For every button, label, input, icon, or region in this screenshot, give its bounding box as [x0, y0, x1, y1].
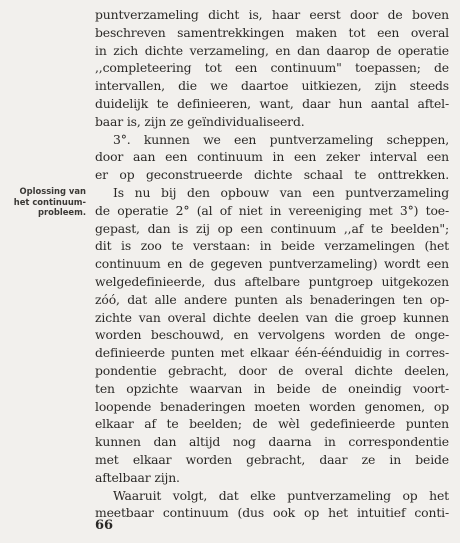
text-line: welgedefinieerde, dus aftelbare puntgroep uitgekozen [95, 273, 449, 289]
text-line: meetbaar continuum (dus ook op het intuitief conti- [95, 505, 449, 521]
text-line: definieerde punten met elkaar één-éénduidig in corres- [95, 345, 449, 361]
text-line: dit is zoo te verstaan: in beide verzamelingen (het [95, 238, 449, 254]
margin-note-line: het continuum- [13, 196, 86, 207]
body-text [95, 6, 449, 522]
text-line: pondentie gebracht, door de overal dichte deelen, [95, 362, 449, 378]
text-line: er op geconstrueerde dichte schaal te onttrekken. [95, 167, 449, 183]
text-line: met elkaar worden gebracht, daar ze in beide [95, 451, 449, 467]
text-line: elkaar af te beelden; de wèl gedefinieerde punten [95, 416, 449, 432]
text-line: 3°. kunnen we een puntverzameling scheppen, [113, 131, 449, 147]
text-line: continuum en de gegeven puntverzameling) wordt een [95, 256, 449, 272]
margin-note-line: probleem. [37, 207, 86, 217]
text-line: Waaruit volgt, dat elke puntverzameling op het [113, 487, 449, 503]
text-line: in zich dichte verzameling, en dan daarop de operatie [95, 42, 449, 58]
text-line: zichte van overal dichte deelen van die groep kunnen [95, 309, 449, 325]
text-line: ,,completeering tot een continuum" toepassen; de [95, 60, 449, 76]
text-line: gepast, dan is zij op een continuum ,,af te beelden"; [95, 220, 449, 236]
margin-note-line: Oplossing van [19, 186, 86, 196]
text-line: door aan een continuum in een zeker interval een [95, 149, 449, 165]
text-line: intervallen, die we daartoe uitkiezen, zijn steeds [95, 78, 449, 94]
text-line: Is nu bij den opbouw van een puntverzameling [113, 184, 449, 200]
text-line: de operatie 2° (al of niet in vereeniging met 3°) toe- [95, 202, 449, 218]
text-line: zóó, dat alle andere punten als benaderingen ten op- [95, 291, 449, 307]
text-line: loopende benaderingen moeten worden genomen, op [95, 398, 449, 414]
page-number: 66 [95, 518, 114, 533]
text-line: worden beschouwd, en vervolgens worden de onge- [95, 327, 449, 343]
text-line: puntverzameling dicht is, haar eerst door de boven [95, 7, 449, 22]
text-line: ten opzichte waarvan in beide de oneindig voort- [95, 380, 449, 396]
text-line: aftelbaar zijn. [95, 469, 180, 485]
text-line: duidelijk te definieeren, want, daar hun aantal aftel- [95, 95, 449, 111]
text-line: baar is, zijn ze geïndividualiseerd. [95, 113, 305, 129]
text-line: beschreven samentrekkingen maken tot een overal [95, 24, 449, 40]
margin-note [4, 186, 86, 218]
text-line: kunnen dan altijd nog daarna in correspondentie [95, 434, 449, 450]
